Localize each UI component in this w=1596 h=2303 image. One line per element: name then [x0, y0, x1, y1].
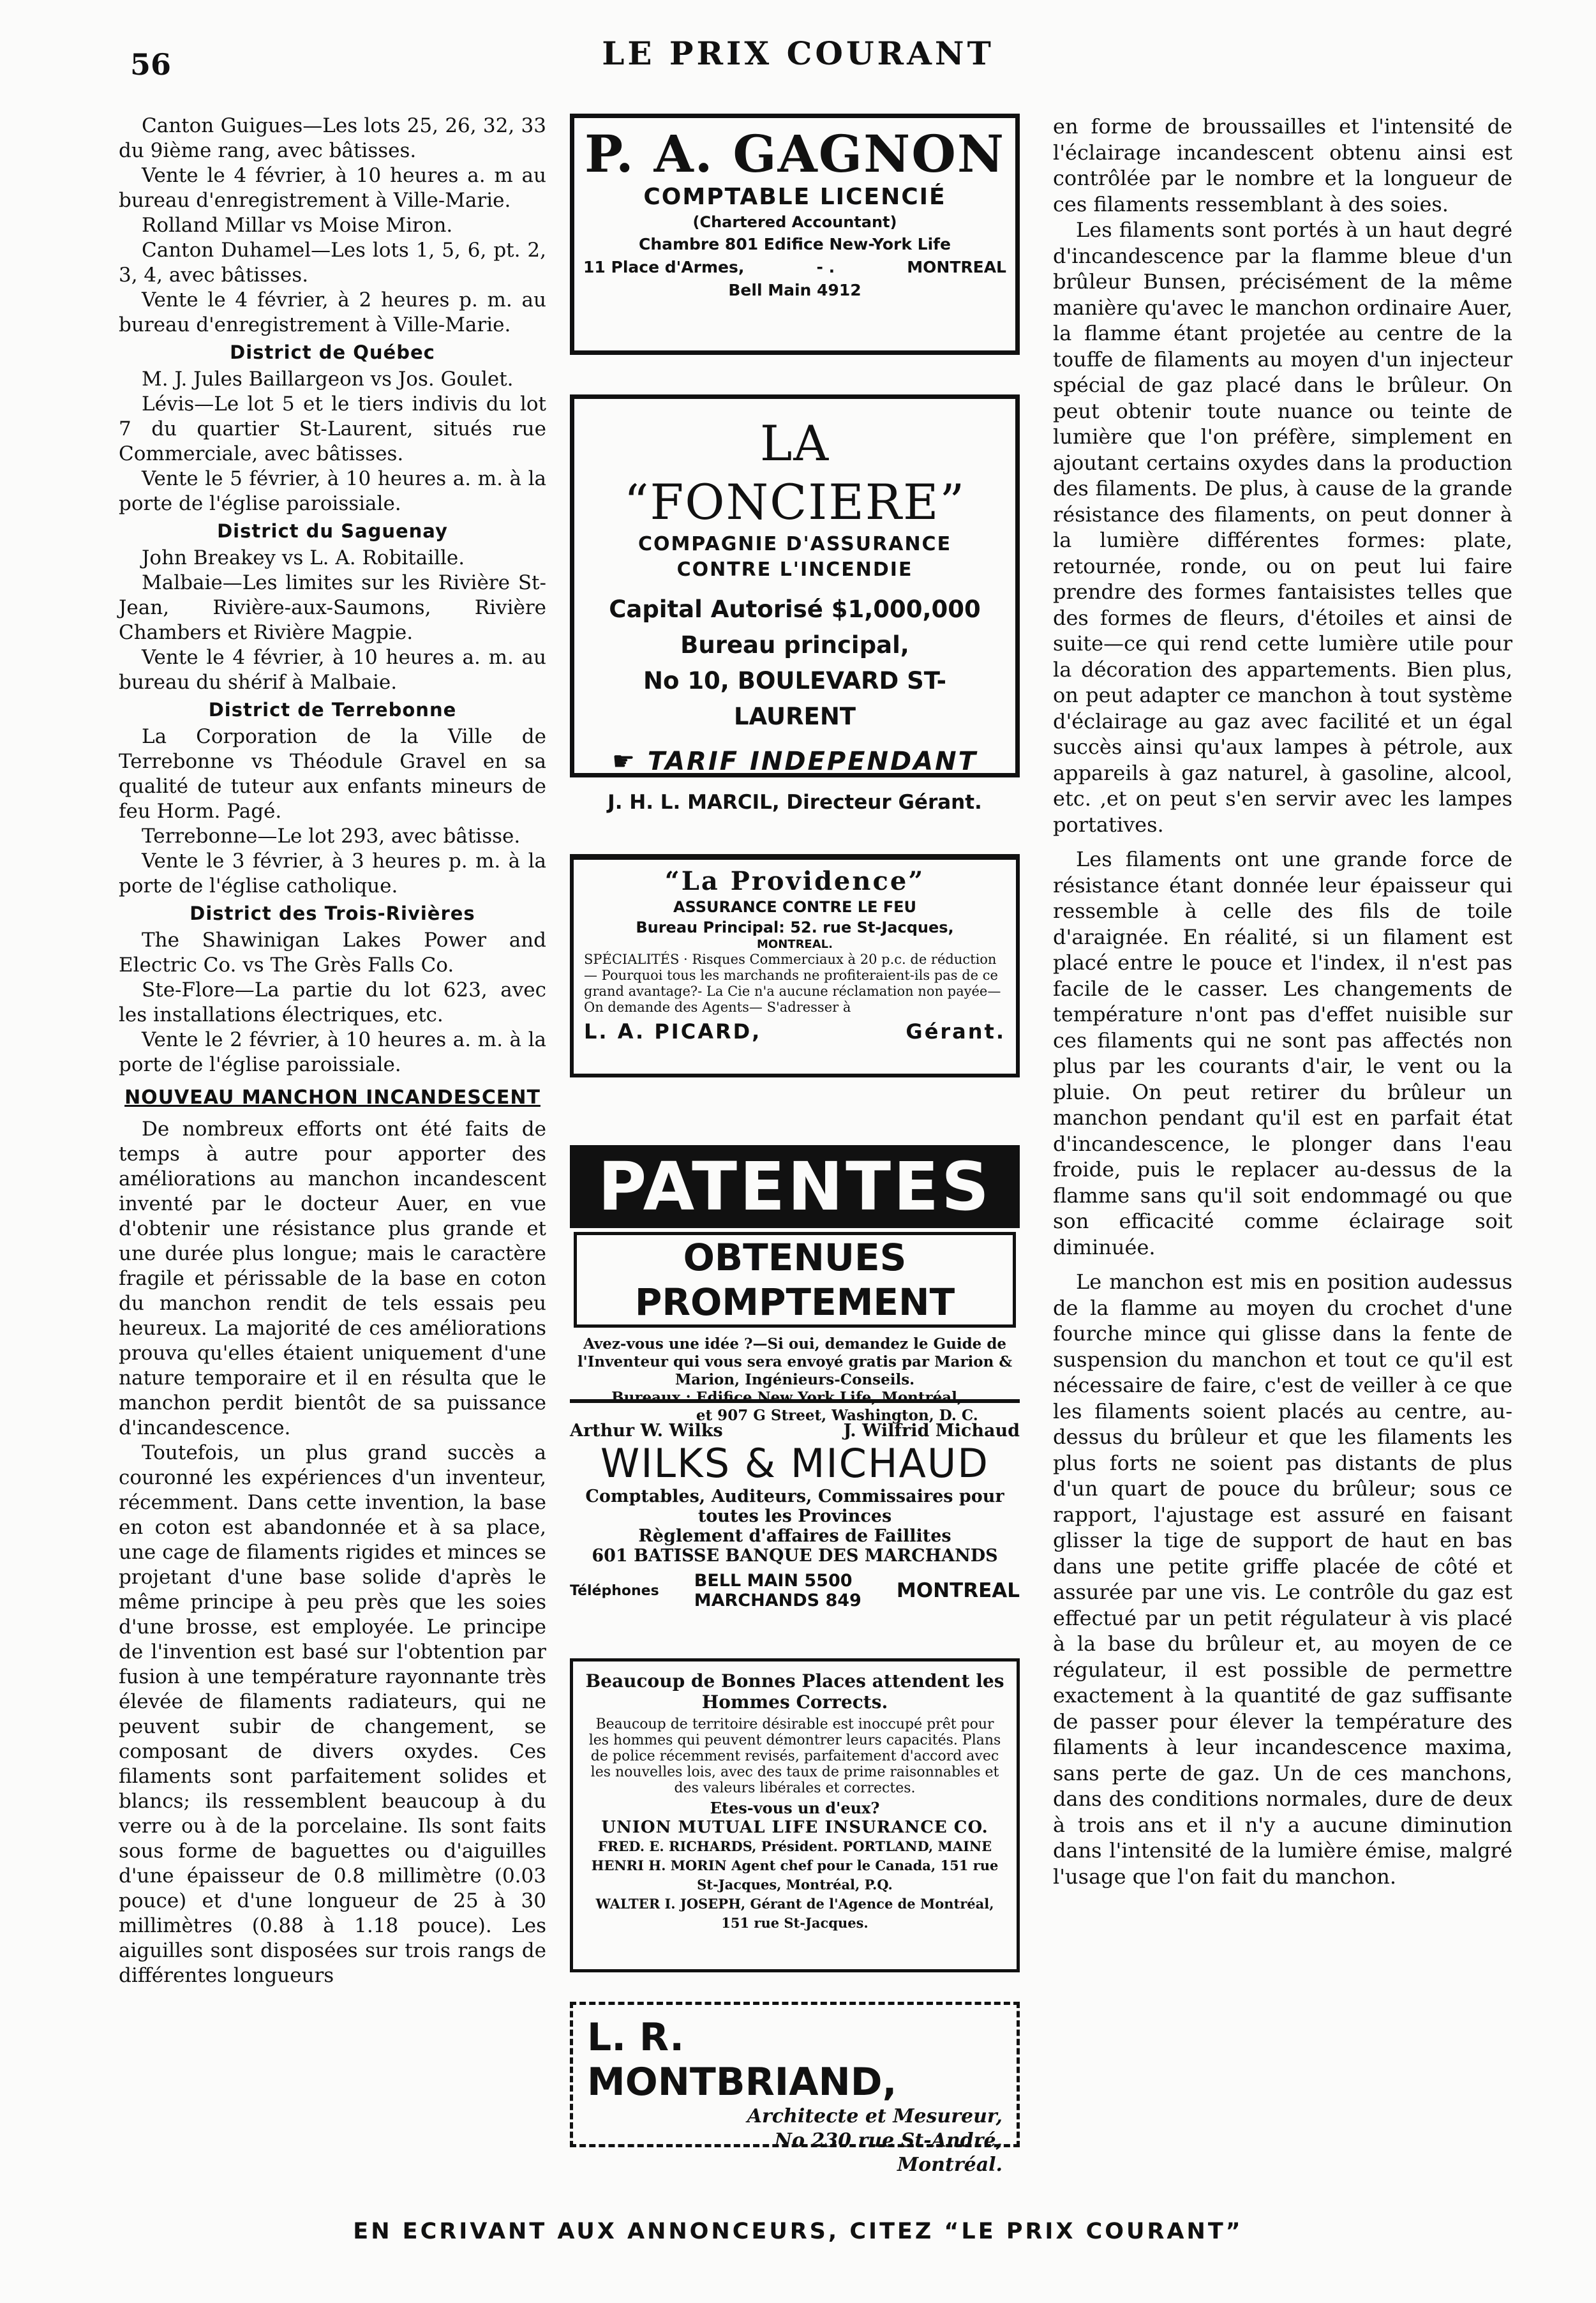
notice-text: Vente le 4 février, à 10 heures a. m au bureau d'enregistrement à Ville-Marie.: [119, 164, 546, 212]
wilks-firm: WILKS & MICHAUD: [600, 1440, 990, 1487]
union-line: HENRI H. MORIN Agent chef pour le Canada, 151 rue St-Jacques, Montréal, P.Q.: [591, 1857, 999, 1893]
patentes-subtitle: OBTENUES PROMPTEMENT: [574, 1232, 1016, 1328]
article-paragraph: De nombreux efforts ont été faits de temps à autre pour apporter des améliorations au manchon incandescent inventé par le docteur Auer, en vue d'obtenir une résistance plus grande et une durée plus longue; mais le caractère fragile et périssable de la base en coton du manchon rendit de tels essais peu heureux. La majorité de ces améliorations prouva qu'elles étaient uniquement d'une nature temporaire et il en résulta que le manchon perdit bientôt de sa puissance d'incandescence.: [119, 1118, 546, 1439]
wilks-tel-list: [694, 1571, 861, 1610]
district-heading: District de Terrebonne: [208, 699, 457, 721]
gagnon-city: MONTREAL: [907, 258, 1006, 276]
notice-text: Canton Guigues—Les lots 25, 26, 32, 33 du 9ième rang, avec bâtisses.: [119, 114, 546, 162]
union-text: Beaucoup de territoire désirable est inoccupé prêt pour les hommes qui peuvent démontrer leurs capacités. Plans de police récemment revisés, parfaitement d'accord avec les nouvelles lois, avec des taux de prime raisonnables et des valeurs libérales et correctes.: [588, 1716, 1001, 1796]
notice-text: Ste-Flore—La partie du lot 623, avec les installations électriques, etc.: [119, 979, 546, 1026]
fonciere-line: CONTRE L'INCENDIE: [676, 559, 913, 581]
fonciere-ad: [570, 394, 1020, 814]
article-paragraph: Le manchon est mis en position audessus de la flamme au moyen du crochet d'une fourche mince qui glisse dans la fente de suspension du manchon et tout ce qu'il est nécessaire de faire, c'est de veiller à ce que les filaments soient placés au centre, au-dessus du brûleur et que les filaments les plus forts ne soient pas distants de plus d'un quart de pouce du brûleur; sous ce rapport, l'ajustage est assuré en faisant glisser la tige de support de haut en bas dans une petite griffe placée de côté et assurée par une vis. Le contrôle du gaz est effectué par un petit régulateur à vis placé à la base du brûleur et, au moyen de ce régulateur, il est possible de permettre exactement à la quantité de gaz suffisante de passer pour élever la température des filaments à leur incandescence maxima, sans perte de gaz. Un de ces manchons, dans des conditions normales, dure de deux à trois ans et il n'y a aucune diminution dans l'intensité de la lumière émise, malgré l'usage que l'on fait du manchon.: [1053, 1270, 1512, 1889]
notice-text: Vente le 5 février, à 10 heures a. m. à la porte de l'église paroissiale.: [119, 467, 546, 515]
montbriand-line: No 230 rue St-André,: [774, 2129, 1003, 2152]
footer-notice: EN ECRIVANT AUX ANNONCEURS, CITEZ “LE PRIX COURANT”: [353, 2219, 1243, 2244]
providence-name: “La Providence”: [664, 866, 925, 896]
patentes-text: Avez-vous une idée ?—Si oui, demandez le Guide de l'Inventeur qui vous sera envoyé gratis par Marion & Marion, Ingénieurs-Conseils.: [577, 1335, 1013, 1388]
gagnon-phone: Bell Main 4912: [728, 281, 861, 299]
district-heading: District du Saguenay: [217, 520, 448, 542]
providence-ad: [570, 854, 1020, 1077]
wilks-line: Règlement d'affaires de Faillites: [638, 1526, 951, 1546]
district-heading: District des Trois-Rivières: [190, 903, 475, 924]
providence-sig-role: Gérant.: [906, 1019, 1006, 1044]
article-title-text: NOUVEAU MANCHON INCANDESCENT: [124, 1086, 541, 1109]
union-question: Etes-vous un d'eux?: [710, 1799, 880, 1817]
gagnon-dots: - .: [816, 258, 835, 276]
montbriand-line: Architecte et Mesureur,: [747, 2105, 1003, 2127]
fonciere-name: LA “FONCIERE”: [623, 415, 966, 530]
notice-text: Vente le 3 février, à 3 heures p. m. à la porte de l'église catholique.: [119, 850, 546, 897]
montbriand-line: Montréal.: [897, 2154, 1003, 2176]
article-paragraph: en forme de broussailles et l'intensité de l'éclairage incandescent obtenu ainsi est contrôlée par le nombre et la longueur de ces filaments ressemblant à des soies.: [1053, 114, 1512, 216]
fonciere-bureau: Bureau principal,: [680, 631, 909, 659]
notice-text: Malbaie—Les limites sur les Rivière St-Jean, Rivière-aux-Saumons, Rivière Chambers et Rivière Magpie.: [119, 571, 546, 644]
gagnon-name: P. A. GAGNON: [584, 124, 1006, 184]
providence-line: ASSURANCE CONTRE LE FEU: [673, 898, 917, 916]
notice-text: La Corporation de la Ville de Terrebonne vs Théodule Gravel en sa qualité de tuteur aux enfants mineurs de feu Horm. Pagé.: [119, 725, 546, 823]
notice-text: Lévis—Le lot 5 et le tiers indivis du lot 7 du quartier St-Laurent, situés rue Commerciale, avec bâtisses.: [119, 393, 546, 465]
providence-specialties: SPÉCIALITÉS · Risques Commerciaux à 20 p.c. de réduction— Pourquoi tous les marchands ne profiteraient-ils pas de ce grand avantage?- La Cie n'a aucune réclamation non payée— On demande des Agents— S'adresser à: [584, 952, 1001, 1015]
union-heading: Beaucoup de Bonnes Places attendent les Hommes Corrects.: [585, 1670, 1004, 1713]
gagnon-subtitle: (Chartered Accountant): [692, 213, 897, 231]
patentes-ad: [570, 1145, 1020, 1424]
fonciere-tarif: ☛ TARIF INDEPENDANT: [612, 747, 978, 776]
providence-city: MONTREAL.: [757, 938, 833, 951]
journal-title: LE PRIX COURANT: [602, 34, 994, 72]
gagnon-title: COMPTABLE LICENCIÉ: [643, 184, 946, 210]
providence-signature: [584, 1019, 1006, 1044]
union-mutual-ad: [570, 1658, 1020, 1972]
left-column: [119, 114, 546, 1988]
fonciere-address: No 10, BOULEVARD ST-LAURENT: [643, 667, 946, 730]
gagnon-place-row: [583, 256, 1006, 279]
notice-text: Terrebonne—Le lot 293, avec bâtisse.: [142, 825, 521, 848]
notice-text: Vente le 2 février, à 10 heures a. m. à la porte de l'église paroissiale.: [119, 1028, 546, 1076]
gagnon-address: Chambre 801 Edifice New-York Life: [638, 235, 951, 253]
union-company: UNION MUTUAL LIFE INSURANCE CO.: [601, 1818, 988, 1837]
article-title: [119, 1085, 546, 1111]
wilks-line: 601 BATISSE BANQUE DES MARCHANDS: [592, 1546, 998, 1566]
patentes-offices-list: [696, 1389, 978, 1425]
notice-text: Rolland Millar vs Moise Miron.: [142, 214, 453, 237]
wilks-tel: BELL MAIN 5500: [694, 1571, 853, 1591]
patentes-offices-label: Bureaux :: [611, 1389, 691, 1406]
wilks-tel-label: Téléphones: [570, 1582, 659, 1599]
ads-column: [570, 114, 1020, 2176]
montbriand-name: L. R. MONTBRIAND,: [587, 2015, 897, 2104]
district-heading: District de Québec: [230, 341, 435, 363]
wilks-telephones: [570, 1571, 1020, 1610]
patentes-office: et 907 G Street, Washington, D. C.: [696, 1407, 978, 1424]
page-number: 56: [130, 47, 172, 82]
notice-text: Canton Duhamel—Les lots 1, 5, 6, pt. 2, 3, 4, avec bâtisses.: [119, 239, 546, 287]
union-line: FRED. E. RICHARDS, Président. PORTLAND, MAINE: [597, 1838, 992, 1854]
patentes-title: PATENTES: [570, 1145, 1020, 1228]
notice-text: John Breakey vs L. A. Robitaille.: [142, 546, 465, 569]
providence-sig-name: L. A. PICARD,: [584, 1019, 762, 1044]
notice-text: Vente le 4 février, à 2 heures p. m. au bureau d'enregistrement à Ville-Marie.: [119, 289, 546, 336]
montbriand-ad: [570, 2002, 1020, 2176]
wilks-tel: MARCHANDS 849: [694, 1591, 861, 1610]
wilks-left-name: Arthur W. Wilks: [570, 1421, 723, 1441]
union-line: WALTER I. JOSEPH, Gérant de l'Agence de Montréal, 151 rue St-Jacques.: [595, 1896, 994, 1931]
right-column: [1053, 114, 1512, 1889]
wilks-michaud-ad: [570, 1421, 1020, 1632]
wilks-right-name: J. Wilfrid Michaud: [843, 1421, 1020, 1441]
wilks-city: MONTREAL: [896, 1579, 1020, 1602]
fonciere-director: J. H. L. MARCIL, Directeur Gérant.: [608, 791, 982, 814]
gagnon-place: 11 Place d'Armes,: [583, 258, 745, 276]
article-paragraph: Toutefois, un plus grand succès a couronné les expériences d'un inventeur, récemment. Dans cette invention, la base en coton est abandonnée et à sa place, une cage de filaments rigides et minces se projetant d'une base solide d'après le même principe à peu près que les soies d'une brosse, est employée. Le principe de l'invention est basé sur l'obtention par fusion à une température rayonnante très élevée de filaments radiateurs, qui ne peuvent subir de changement, se composant de divers oxydes. Ces filaments sont parfaitement solides et blancs; ils ressemblent beaucoup à du verre ou à de la porcelaine. Ils sont faits sous forme de baguettes ou d'aiguilles d'une épaisseur de 0.8 millimètre (0.03 pouce) et d'une longueur de 25 à 30 millimètres (0.88 à 1.18 pouce). Les aiguilles sont disposées sur trois rangs de différentes longueurs: [119, 1441, 546, 1987]
notice-text: The Shawinigan Lakes Power and Electric Co. vs The Grès Falls Co.: [119, 929, 546, 977]
notice-text: Vente le 4 février, à 10 heures a. m. au bureau du shérif à Malbaie.: [119, 646, 546, 694]
providence-line: Bureau Principal: 52. rue St-Jacques,: [636, 919, 954, 936]
patentes-office: Edifice New York Life, Montréal,: [696, 1389, 962, 1406]
notice-text: M. J. Jules Baillargeon vs Jos. Goulet.: [142, 368, 514, 391]
article-paragraph: Les filaments ont une grande force de résistance étant donnée leur épaisseur qui ressemble à celle des fils de toile d'araignée. En réalité, si un filament est placé entre le pouce et l'index, il n'est pas facile de le casser. Les changements de température n'ont pas d'effet nuisible sur ces filaments qui ne sont pas affectés non plus par les courants d'air, le vent ou la pluie. On peut retirer du brûleur un manchon pendant qu'il est en parfait état d'incandescence, le plonger dans l'eau froide, puis le replacer au-dessus de la flamme sans qu'il soit endommagé ou que son efficacité comme éclairage soit diminuée.: [1053, 847, 1512, 1259]
patentes-offices: [570, 1389, 1020, 1425]
gagnon-ad: [570, 114, 1020, 355]
wilks-line: Comptables, Auditeurs, Commissaires pour toutes les Provinces: [585, 1487, 1004, 1526]
fonciere-capital: Capital Autorisé $1,000,000: [609, 596, 981, 623]
fonciere-line: COMPAGNIE D'ASSURANCE: [638, 533, 952, 555]
article-paragraph: Les filaments sont portés à un haut degré d'incandescence par la flamme bleue d'un brûleur Bunsen, précisément de la même manière qu'avec le manchon ordinaire Auer, la flamme étant projetée au centre de la touffe de filaments au moyen d'un injecteur spécial de gaz placé dans le brûleur. On peut obtenir toute nuance ou teinte de lumière que l'on préfère, simplement en ajoutant certains oxydes dans la production des filaments. De plus, à cause de la grande résistance des filaments, on peut donner à la lumière différentes formes: plate, retournée, ronde, ou on peut lui faire prendre des formes fantaisistes telles que des formes de fleurs, d'étoiles et ainsi de suite—ce qui rend cette lumière utile pour la décoration des appartements. Bien plus, on peut adapter ce manchon à tout système d'éclairage au gaz avec facilité et un égal succès ainsi qu'aux lampes à pétrole, aux appareils à gaz naturel, à gasoline, alcool, etc. ,et on peut s'en servir avec les lampes portatives.: [1053, 218, 1512, 837]
